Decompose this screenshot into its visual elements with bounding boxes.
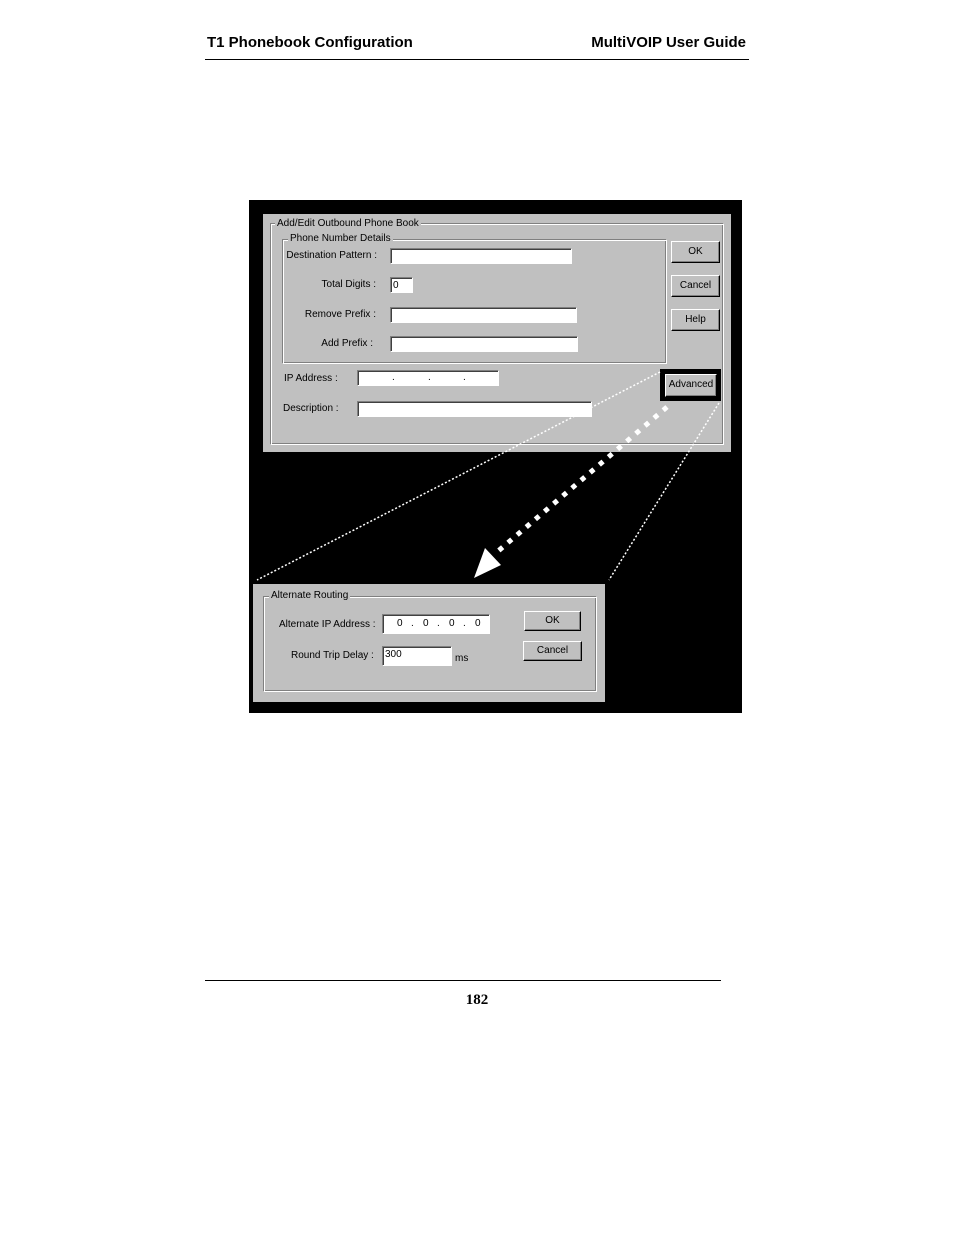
- callout-arrow-line: [497, 407, 667, 552]
- callout-lines: [249, 200, 742, 713]
- cancel-button[interactable]: Cancel: [671, 275, 720, 297]
- screenshot-figure: [249, 200, 742, 713]
- total-digits-input[interactable]: 0: [390, 277, 413, 293]
- destination-pattern-label: Destination Pattern :: [286, 250, 377, 261]
- alternate-ip-octet: 0: [423, 618, 429, 629]
- help-button[interactable]: Help: [671, 309, 720, 331]
- alternate-ip-octet: 0: [397, 618, 403, 629]
- header-guide-title: MultiVOIP User Guide: [591, 34, 746, 51]
- alternate-ip-octet: 0: [475, 618, 481, 629]
- add-prefix-label: Add Prefix :: [321, 338, 373, 349]
- header-rule: [205, 59, 749, 60]
- callout-right-line: [609, 403, 719, 580]
- phonebook-dialog-title: Add/Edit Outbound Phone Book: [277, 218, 419, 229]
- ip-address-dot: .: [463, 372, 466, 383]
- page-number: 182: [465, 992, 489, 1008]
- footer-rule: [205, 980, 721, 981]
- advanced-button[interactable]: Advanced: [665, 374, 717, 397]
- header-section-title: T1 Phonebook Configuration: [207, 34, 413, 51]
- alternate-routing-title: Alternate Routing: [271, 590, 349, 601]
- callout-left-line: [257, 372, 660, 580]
- description-label: Description :: [283, 403, 339, 414]
- remove-prefix-label: Remove Prefix :: [304, 309, 376, 320]
- alternate-ip-dot: .: [437, 618, 440, 629]
- phone-number-details-legend: Phone Number Details: [290, 233, 391, 244]
- round-trip-delay-input[interactable]: 300: [382, 646, 452, 666]
- alternate-cancel-button[interactable]: Cancel: [523, 641, 582, 661]
- total-digits-label: Total Digits :: [321, 279, 376, 290]
- alternate-ip-dot: .: [463, 618, 466, 629]
- ip-address-dot: .: [428, 372, 431, 383]
- ip-address-label: IP Address :: [284, 373, 338, 384]
- ip-address-dot: .: [392, 372, 395, 383]
- ok-button[interactable]: OK: [671, 241, 720, 263]
- alternate-ip-label: Alternate IP Address :: [279, 619, 376, 630]
- alternate-ok-button[interactable]: OK: [524, 611, 581, 631]
- round-trip-unit: ms: [455, 653, 469, 664]
- alternate-ip-octet: 0: [449, 618, 455, 629]
- round-trip-delay-label: Round Trip Delay :: [291, 650, 374, 661]
- callout-arrowhead: [474, 548, 501, 578]
- alternate-ip-dot: .: [411, 618, 414, 629]
